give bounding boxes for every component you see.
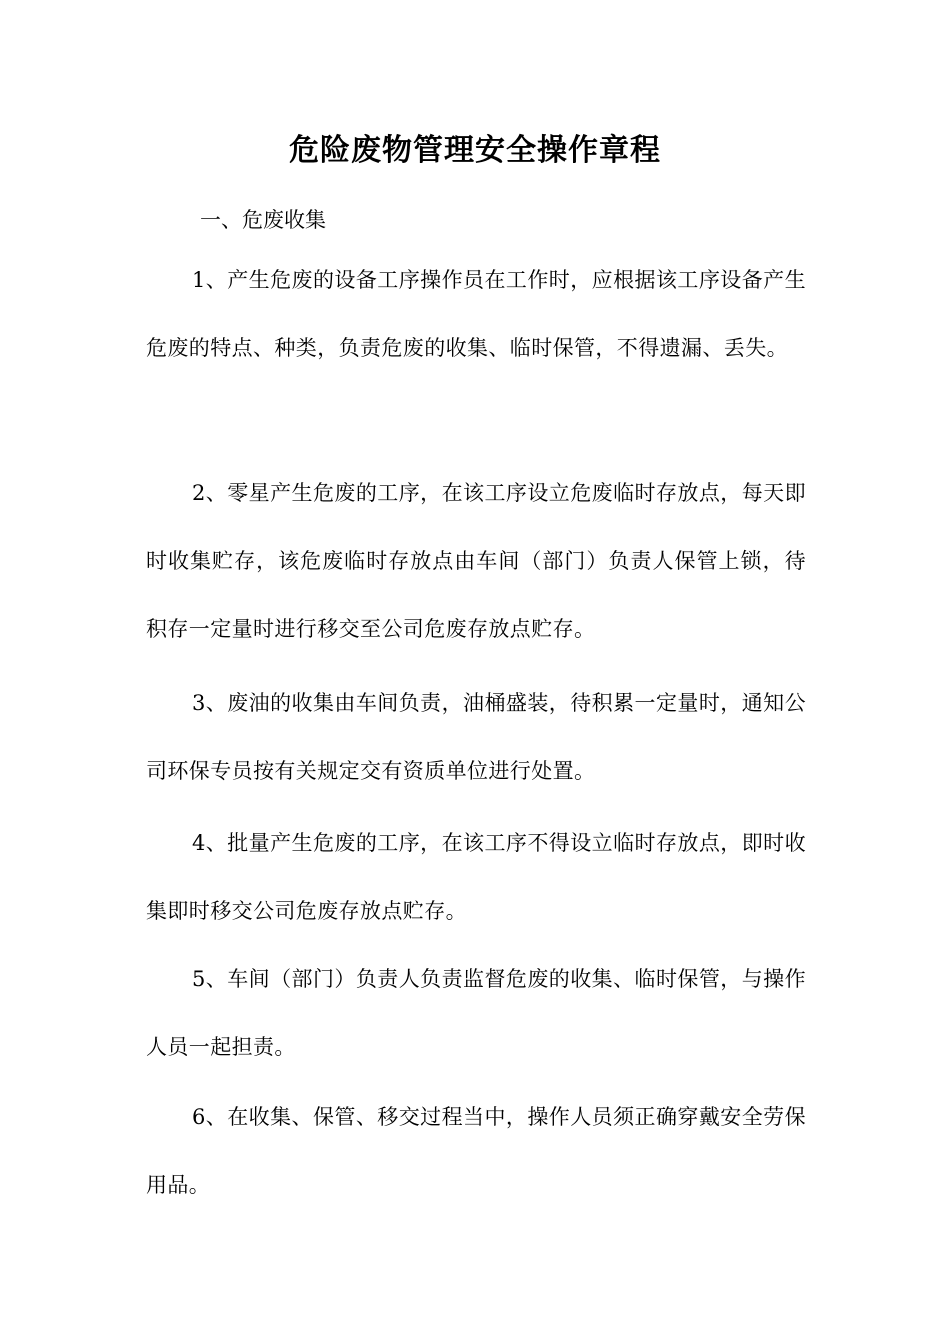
paragraph-3: 3、废油的收集由车间负责，油桶盛装，待积累一定量时，通知公司环保专员按有关规定交有资质单位进行处置。 — [146, 691, 806, 783]
paragraph-4: 4、批量产生危废的工序，在该工序不得设立临时存放点，即时收集即时移交公司危废存放点贮存。 — [146, 831, 806, 923]
document-title: 危险废物管理安全操作章程 — [289, 133, 661, 168]
paragraph-1: 1、产生危废的设备工序操作员在工作时，应根据该工序设备产生危废的特点、种类，负责危废的收集、临时保管，不得遗漏、丢失。 — [146, 268, 806, 360]
paragraph-6: 6、在收集、保管、移交过程当中，操作人员须正确穿戴安全劳保用品。 — [146, 1105, 806, 1197]
paragraph-2: 2、零星产生危废的工序，在该工序设立危废临时存放点，每天即时收集贮存，该危废临时存放点由车间（部门）负责人保管上锁，待积存一定量时进行移交至公司危废存放点贮存。 — [146, 481, 806, 641]
paragraph-5: 5、车间（部门）负责人负责监督危废的收集、临时保管，与操作人员一起担责。 — [146, 967, 806, 1059]
section-heading: 一、危废收集 — [200, 208, 326, 232]
